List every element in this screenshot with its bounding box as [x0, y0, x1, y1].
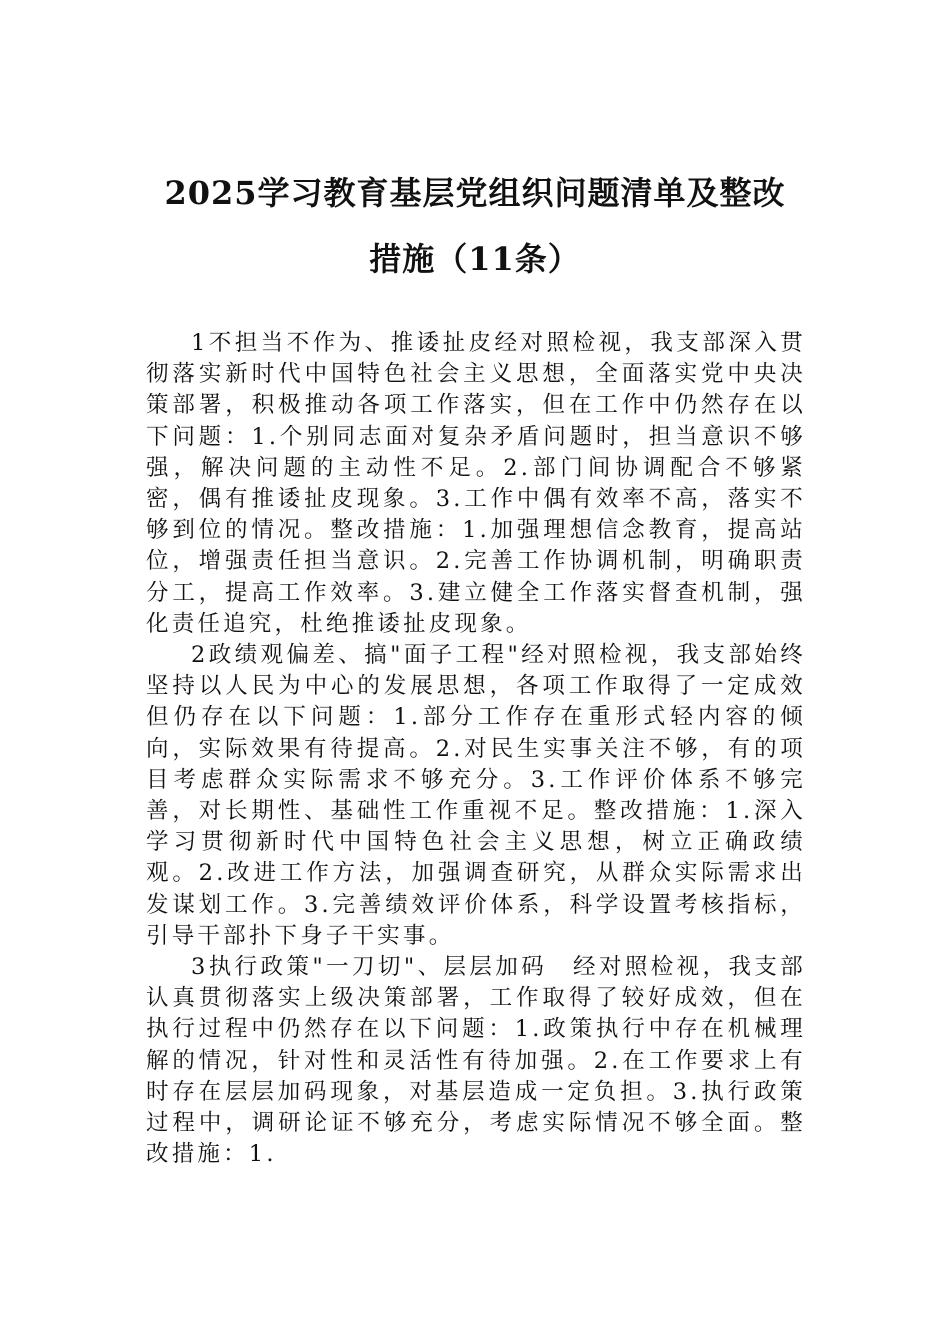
paragraph-3: 3执行政策"一刀切"、层层加码 经对照检视，我支部认真贯彻落实上级决策部署，工作取得了较好成效，但在执行过程中仍然存在以下问题：1.政策执行中存在机械理解的情况，针对性和灵活性有待加强。2.在工作要求上有时存在层层加码现象，对基层造成一定负担。3.执行政策过程中，调研论证不够充分，考虑实际情况不够全面。整改措施：1.: [146, 954, 806, 1168]
title-line-2: 措施（11条）: [369, 240, 581, 278]
paragraph-1: 1不担当不作为、推诿扯皮经对照检视，我支部深入贯彻落实新时代中国特色社会主义思想，全面落实党中央决策部署，积极推动各项工作落实，但在工作中仍然存在以下问题：1.个别同志面对复杂矛盾问题时，担当意识不够强，解决问题的主动性不足。2.部门间协调配合不够紧密，偶有推诿扯皮现象。3.工作中偶有效率不高，落实不够到位的情况。整改措施：1.加强理想信念教育，提高站位，增强责任担当意识。2.完善工作协调机制，明确职责分工，提高工作效率。3.建立健全工作落实督查机制，强化责任追究，杜绝推诿扯皮现象。: [146, 330, 806, 637]
paragraph-2: 2政绩观偏差、搞"面子工程"经对照检视，我支部始终坚持以人民为中心的发展思想，各项工作取得了一定成效但仍存在以下问题：1.部分工作存在重形式轻内容的倾向，实际效果有待提高。2.对民生实事关注不够，有的项目考虑群众实际需求不够充分。3.工作评价体系不够完善，对长期性、基础性工作重视不足。整改措施：1.深入学习贯彻新时代中国特色社会主义思想，树立正确政绩观。2.改进工作方法，加强调查研究，从群众实际需求出发谋划工作。3.完善绩效评价体系，科学设置考核指标，引导干部扑下身子干实事。: [146, 642, 806, 949]
document-body: [146, 328, 806, 1170]
title-line-1: 2025学习教育基层党组织问题清单及整改: [164, 174, 786, 212]
document-title: [120, 160, 830, 292]
